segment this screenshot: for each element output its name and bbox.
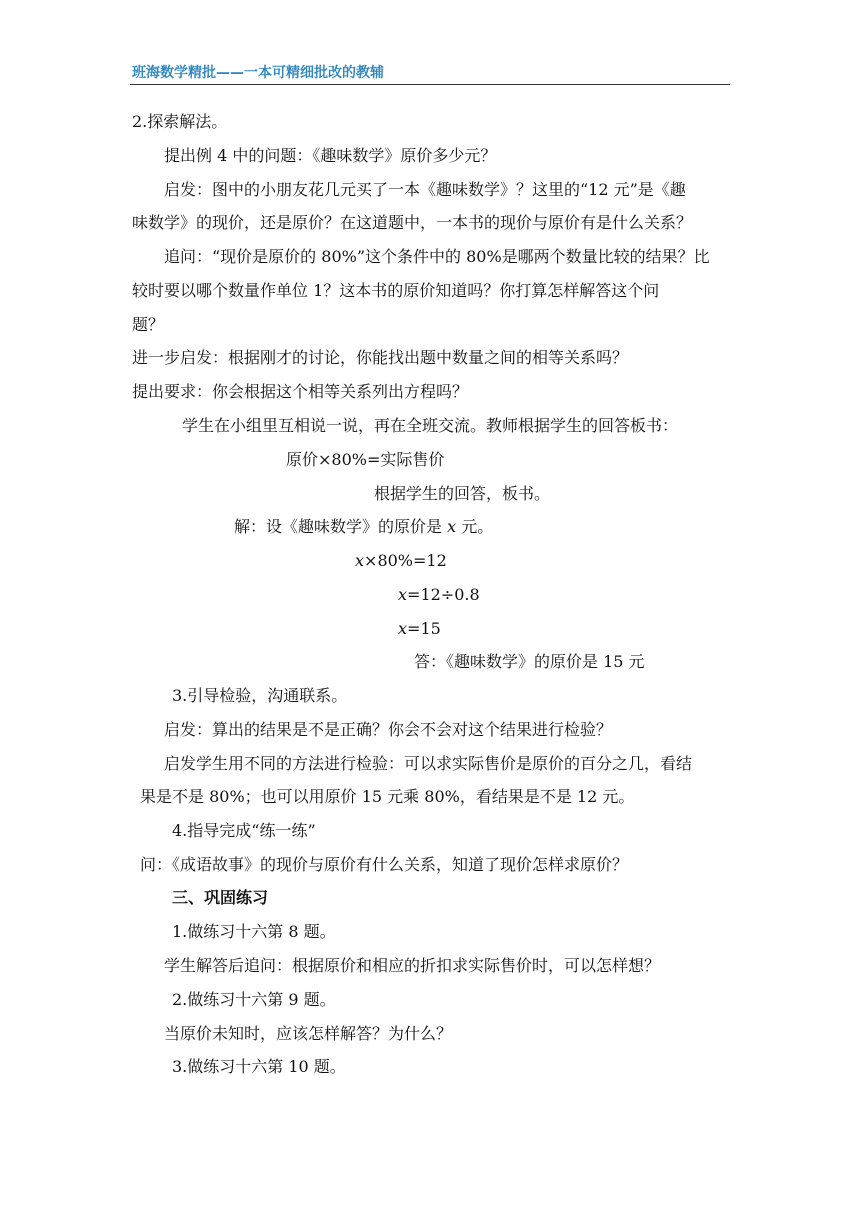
paragraph-question: 提出例 4 中的问题：《趣味数学》原价多少元？ bbox=[164, 146, 497, 165]
paragraph-board-note: 根据学生的回答，板书。 bbox=[374, 484, 551, 503]
paragraph-check-line-2: 果是不是 80%；也可以用原价 15 元乘 80%，看结果是不是 12 元。 bbox=[140, 787, 635, 806]
equation-step-1-expression: ×80%=12 bbox=[364, 551, 447, 570]
exercise-3: 3.做练习十六第 10 题。 bbox=[172, 1057, 346, 1076]
equation-step-2 bbox=[398, 585, 480, 605]
solution-variable: x bbox=[447, 517, 457, 536]
equation-step-2-expression: =12÷0.8 bbox=[407, 585, 480, 604]
solution-unit: 元。 bbox=[456, 517, 494, 536]
section-consolidation-heading: 三、巩固练习 bbox=[172, 888, 269, 907]
exercise-2: 2.做练习十六第 9 题。 bbox=[172, 990, 336, 1009]
equation-step-2-variable: x bbox=[398, 585, 408, 604]
paragraph-ask-line-3: 题？ bbox=[132, 315, 165, 334]
paragraph-further-hint: 进一步启发：根据刚才的讨论，你能找出题中数量之间的相等关系吗？ bbox=[132, 348, 629, 367]
equation-step-1 bbox=[355, 551, 447, 571]
exercise-2-follow-up: 当原价未知时，应该怎样解答？为什么？ bbox=[164, 1024, 453, 1043]
solution-let-line bbox=[234, 517, 493, 537]
header-divider bbox=[130, 84, 730, 85]
paragraph-hint-line-2: 味数学》的现价，还是原价？在这道题中，一本书的现价与原价有是什么关系？ bbox=[132, 213, 693, 232]
paragraph-idiom-question: 问：《成语故事》的现价与原价有什么关系，知道了现价怎样求原价？ bbox=[140, 855, 629, 874]
exercise-1: 1.做练习十六第 8 题。 bbox=[172, 922, 336, 941]
equation-step-3 bbox=[398, 619, 441, 639]
header-title: 班海数学精批——一本可精细批改的教辅 bbox=[132, 65, 384, 81]
section-3-title: 3.引导检验，沟通联系。 bbox=[172, 686, 348, 705]
paragraph-ask-line-2: 较时要以哪个数量作单位 1？这本书的原价知道吗？你打算怎样解答这个问 bbox=[132, 281, 660, 300]
paragraph-ask-line-1: 追问：“现价是原价的 80%”这个条件中的 80%是哪两个数量比较的结果？比 bbox=[164, 247, 710, 266]
paragraph-requirement: 提出要求：你会根据这个相等关系列出方程吗？ bbox=[132, 382, 469, 401]
paragraph-hint-line-1: 启发：图中的小朋友花几元买了一本《趣味数学》？这里的“12 元”是《趣 bbox=[164, 180, 686, 199]
section-4-title: 4.指导完成“练一练” bbox=[172, 821, 316, 840]
paragraph-group-discussion: 学生在小组里互相说一说，再在全班交流。教师根据学生的回答板书： bbox=[182, 416, 679, 435]
equation-step-3-variable: x bbox=[398, 619, 408, 638]
equation-step-3-expression: =15 bbox=[407, 619, 441, 638]
solution-let-text: 解：设《趣味数学》的原价是 bbox=[234, 517, 443, 536]
exercise-1-follow-up: 学生解答后追问：根据原价和相应的折扣求实际售价时，可以怎样想？ bbox=[164, 956, 661, 975]
section-2-title: 2.探索解法。 bbox=[132, 112, 228, 131]
equation-relation: 原价×80%=实际售价 bbox=[286, 450, 445, 469]
paragraph-check-line-1: 启发学生用不同的方法进行检验：可以求实际售价是原价的百分之几，看结 bbox=[164, 754, 693, 773]
equation-step-1-variable: x bbox=[355, 551, 365, 570]
paragraph-check-question: 启发：算出的结果是不是正确？你会不会对这个结果进行检验？ bbox=[164, 720, 613, 739]
answer-line: 答：《趣味数学》的原价是 15 元 bbox=[414, 652, 645, 671]
